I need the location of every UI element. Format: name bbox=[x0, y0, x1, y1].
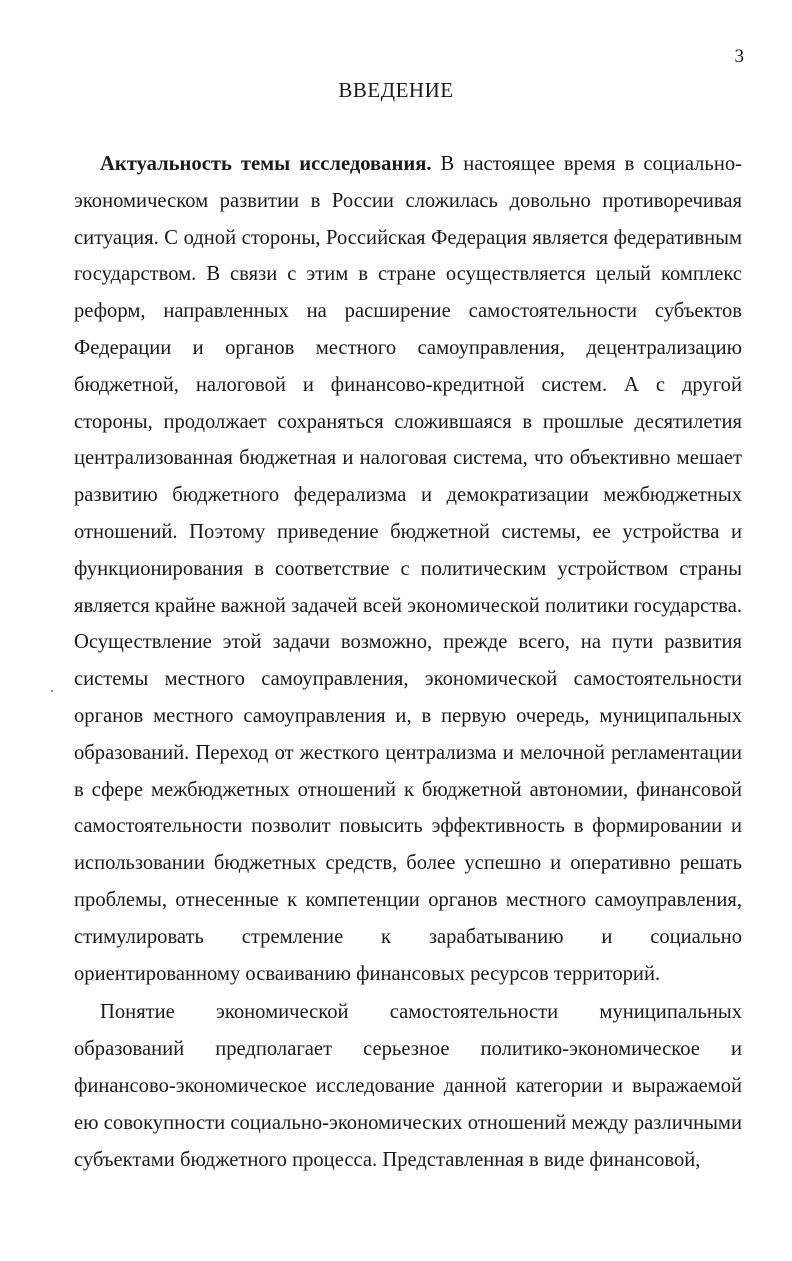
paragraph-relevance bbox=[74, 146, 742, 992]
page-number: 3 bbox=[734, 46, 744, 67]
page-title: ВВЕДЕНИЕ bbox=[338, 78, 454, 102]
document-body bbox=[74, 146, 742, 1178]
margin-mark bbox=[51, 690, 53, 692]
paragraph-text: Понятие экономической самостоятельности муниципальных образований предполагает серьезное политико-экономическое и финансово-экономическое исследование данной категории и выражаемой ею совокупности социально-экономических отношений между различными субъектами бюджетного процесса. Представленная в виде финансовой, bbox=[74, 1001, 742, 1171]
paragraph-economic-independence bbox=[74, 994, 742, 1178]
paragraph-lead-heading: Актуальность темы исследования. bbox=[100, 153, 432, 175]
paragraph-text: В настоящее время в социально-экономическом развитии в России сложилась довольно противоречивая ситуация. С одной стороны, Российская Федерация является федеративным государством. В связи с этим в стране осуществляется целый комплекс реформ, направленных на расширение самостоятельности субъектов Федерации и органов местного самоуправления, децентрализацию бюджетной, налоговой и финансово-кредитной систем. А с другой стороны, продолжает сохраняться сложившаяся в прошлые десятилетия централизованная бюджетная и налоговая система, что объективно мешает развитию бюджетного федерализма и демократизации межбюджетных отношений. Поэтому приведение бюджетной системы, ее устройства и функционирования в соответствие с политическим устройством страны является крайне важной задачей всей экономической политики государства. Осуществление этой задачи возможно, прежде всего, на пути развития системы местного самоуправления, экономической самостоятельности органов местного самоуправления и, в первую очередь, муниципальных образований. Переход от жесткого централизма и мелочной регламентации в сфере межбюджетных отношений к бюджетной автономии, финансовой самостоятельности позволит повысить эффективность в формировании и использовании бюджетных средств, более успешно и оперативно решать проблемы, отнесенные к компетенции органов местного самоуправления, стимулировать стремление к зарабатыванию и социально ориентированному осваиванию финансовых ресурсов территорий. bbox=[74, 153, 742, 985]
